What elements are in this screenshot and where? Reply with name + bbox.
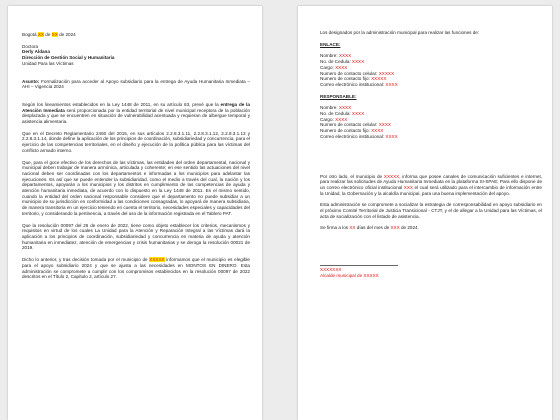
recipient-unit: Unidad Para las Víctimas: [22, 60, 74, 66]
recipient-name: Derly Aldana: [22, 49, 50, 55]
municipality-placeholder: XXXXX: [149, 257, 165, 263]
paragraph-1: [22, 102, 250, 125]
paragraph-4: Que la resolución 00097 del 26 de enero de 2022, tiene como objeto establecer los criterios, mecanismos y requisitos en virtud de los cuales La Unidad para la Atención y Reparación Integral a las Víctimas dará la aplicación a los principios de coordinación, subsidiariedad y concurrencia en materia de ayuda y atención humanitaria en inmediatez, atención de emergencias y crisis humanitarias y se deroga la resolución 00021 de 2019.: [22, 222, 250, 251]
enlace-celular-value: XXXXX: [378, 70, 395, 76]
responsable-block: [320, 105, 542, 139]
designados-intro: Los designados por la administración municipal para realizar las funciones de:: [320, 30, 480, 35]
subject-paragraph: [22, 79, 250, 90]
date-mid: de: [43, 32, 52, 37]
firma-pre: Se firma a los: [320, 225, 350, 231]
canales-municipio-placeholder: XXXXX: [383, 173, 400, 179]
recipient-title: Dirección de Gestión Social y Humanitaria: [22, 55, 115, 61]
paragraph-5: [22, 257, 250, 280]
paragraph-canales: [320, 174, 542, 197]
responsable-nombre-value: XXXX: [338, 105, 352, 111]
paragraph-1-pre: Según los lineamientos establecidos en la Ley 1448 de 2011, en su artículo 63, prevé que la: [22, 101, 221, 107]
enlace-celular-label: Numero de contacto celular:: [320, 70, 379, 76]
firma-day-placeholder: XX: [349, 225, 356, 231]
responsable-fijo-label: Numero de contacto fijo:: [320, 128, 372, 134]
firma-post: de 2024.: [399, 225, 419, 231]
enlace-correo-label: Correo electrónico institucional:: [320, 81, 386, 87]
enlace-fijo-label: Numero de contacto fijo:: [320, 76, 372, 82]
canales-correo-placeholder: XXX: [403, 184, 413, 190]
canales-post: el cual será utilizado para el intercambio de información entre la Unidad, la Gobernación y la alcaldía municipal, para una buena implementación del apoyo.: [320, 184, 542, 196]
enlace-cedula-label: No. de Cedula:: [320, 59, 352, 65]
page-2-content: [320, 30, 542, 279]
date-month-placeholder: XX: [51, 32, 58, 37]
enlace-correo-value: XXXX: [385, 81, 398, 87]
firma-mid: días del mes de: [355, 225, 391, 231]
date-end: de 2024: [57, 32, 76, 37]
paragraph-3: Que, para el goce efectivo de los derechos de las víctimas, las entidades del orden departamental, nacional y municipal deben trabajar de manera armónica, articulada y coherente; en ese sentido las actuaciones del nivel nacional deben ser coordinadas con los departamentos e informadas a los municipios para adelantar las ejecuciones. Es así que se puede entender la subsidiaridad, como el medio a través del cual, la nación y los departamentos, apoyarán a los municipios y los distritos en cumplimiento de las competencias de ayuda y atención humanitaria inmediata, de acuerdo con lo dispuesto en la Ley 1448 de 2011. En el mismo sentido, cuando la entidad del orden nacional responsable considere que el departamento no puede subsidiar a un municipio de su jurisdicción en conformidad a las condiciones consagradas, lo apoyará de manera subsidiaria, de manera transitoria en un ejercicio teniendo en cuenta el territorio, necesidades especiales y capacidades del territorio, y considerando la pertinencia, a través del uso de la información registrada en el Tablero PAT.: [22, 159, 250, 216]
responsable-cargo-value: XXXX: [335, 116, 348, 122]
paragraph-compromiso: Esta administración se compromete a socializar la estrategia de corresponsabilidad en apoyo subsidiario en el próximo Comité Territorial de Justicia Transicional - CTJT, y el de allegar a la Unidad para las Víctimas, el acta de socialización con el listado de asistencia.: [320, 202, 542, 219]
paragraph-5-pre: Dicho lo anterior, y tras decisión tomada por el municipio de: [22, 257, 150, 263]
responsable-heading: RESPONSABLE:: [320, 93, 357, 99]
firma-month-placeholder: XXX: [390, 225, 400, 231]
responsable-correo-value: XXXX: [385, 133, 398, 139]
enlace-nombre-value: XXXX: [338, 53, 352, 59]
paragraph-1-post: será proporcionada por la entidad territorial de nivel municipal receptora de la población desplazada y que se encuentren en situación de vulnerabilidad acentuada y requieran de albergue temporal y asistencia alimentaria.: [22, 107, 250, 125]
paragraph-2: Que en el Decreto Reglamentario 2460 del 2015, en sus artículos 2.2.8.3.1.11, 2.2.8.3.1.12, 2.2.8.3.1.13 y 2.2.8.3.1.14, donde define la aplicación de los principios de coordinación, subsidiariedad y concurrencia, para el ejercicio de las competencias territoriales, en el diseño y ejecución de la política pública para las víctimas del conflicto armado interno.: [22, 130, 250, 153]
signature-line: [320, 265, 398, 278]
responsable-fijo-value: XXXX: [371, 128, 384, 134]
enlace-block: [320, 53, 542, 87]
responsable-cedula-value: XXXX: [351, 111, 365, 117]
signature-title: Alcalde municipal de XXXXX: [320, 272, 379, 278]
enlace-cedula-value: XXXX: [351, 59, 365, 65]
page-1: [8, 6, 262, 420]
enlace-cargo-value: XXXX: [335, 64, 348, 70]
subject-label: Asunto:: [22, 78, 40, 84]
firma-line: [320, 225, 542, 231]
date-city: Bogotá,: [22, 32, 38, 37]
page-2: [298, 6, 552, 420]
subject-text: Formalización para acceder al Apoyo subsidiario para la entrega de Ayuda Humanitaria Inmediata – AHI – Vigencia 2024: [22, 78, 250, 90]
responsable-nombre-label: Nombre:: [320, 105, 339, 111]
page-1-content: [22, 32, 250, 286]
responsable-cargo-label: Cargo:: [320, 116, 336, 122]
canales-mid: , informa que posee canales de comunicación suficientes e internet, para realizar las solicitudes de Ayuda Humanitaria Inmediata en la plataforma SI-SPAE; Para ello dispone de un correo electrónico oficial institucional: [320, 173, 542, 190]
enlace-nombre-label: Nombre:: [320, 53, 339, 59]
enlace-cargo-label: Cargo:: [320, 64, 336, 70]
signature-name: XXXXXXX: [320, 267, 342, 273]
responsable-celular-value: XXXX: [378, 122, 391, 128]
salutation: Doctora: [22, 43, 39, 49]
responsable-correo-label: Correo electrónico institucional:: [320, 133, 386, 139]
date-day-placeholder: XX: [37, 32, 44, 37]
canales-pre: Por otro lado, el municipio de: [320, 173, 384, 179]
enlace-heading: ENLACE:: [320, 41, 341, 47]
responsable-cedula-label: No. de Cedula:: [320, 111, 352, 117]
paragraph-5-post: informamos que el municipio es elegible para el apoyo subsidiario 2024 y que se ajusta a las necesidades en MONTOS EN DINERO. Esta administración se compromete a cumplir con los compromisos establecidos en la resolución 00097 de 2022 descritos en el Título 2, Capítulo 2, artículo 27.: [22, 257, 250, 280]
responsable-celular-label: Numero de contacto celular:: [320, 122, 379, 128]
paragraph-1-bold: entrega de la Atención Inmediata: [22, 101, 250, 113]
enlace-fijo-value: XXXXX: [371, 76, 387, 82]
